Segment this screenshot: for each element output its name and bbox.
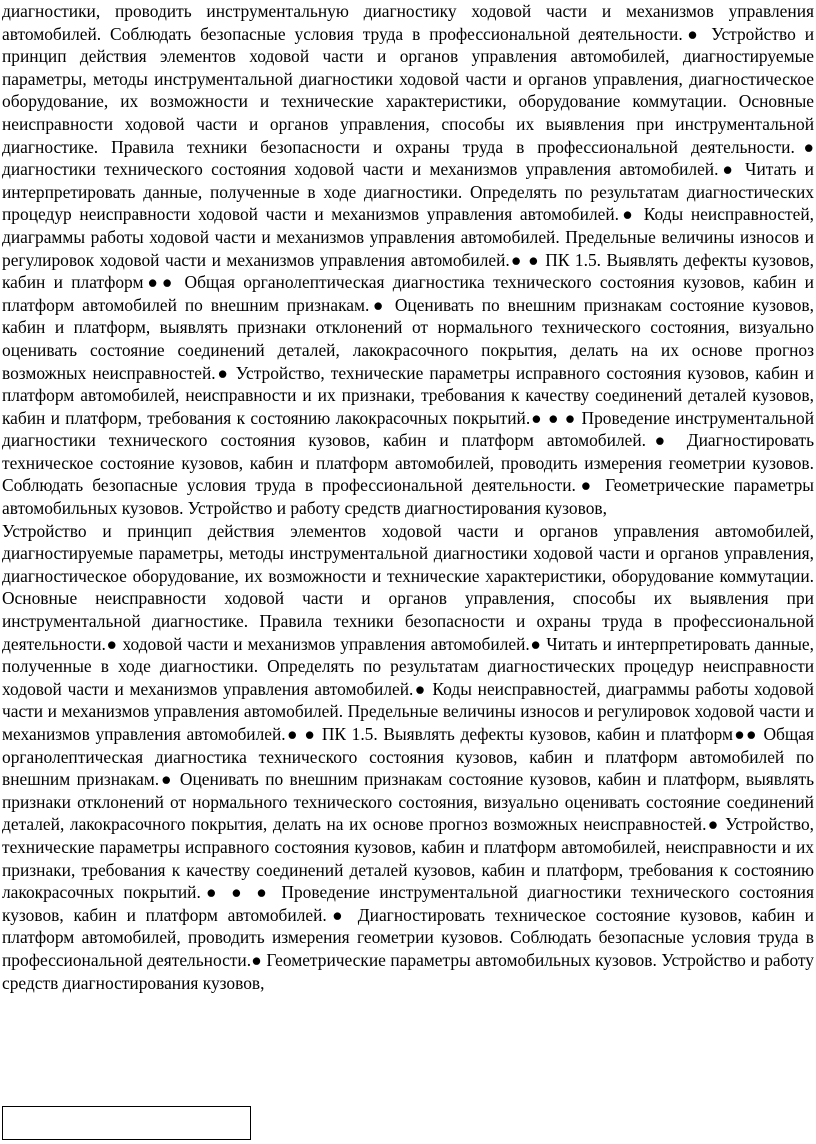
paragraph-2: Устройство и принцип действия элементов ходовой части и органов управления автомобилей, диагностируемые параметры, методы инструментальной диагностики ходовой части и органов управления, диагностическое оборудование, их возможности и технические характеристики, оборудование коммутации. Основные неисправности ходовой части и органов управления, способы их выявления при инструментальной диагностике. Правила техники безопасности и охраны труда в профессиональной деятельности.● ходовой части и механизмов управления автомобилей.● Читать и интерпретировать данные, полученные в ходе диагностики. Определять по результатам диагностических процедур неисправности ходовой части и механизмов управления автомобилей.● Коды неисправностей, диаграммы работы ходовой части и механизмов управления автомобилей. Предельные величины износов и регулировок ходовой части и механизмов управления автомобилей.● ● ПК 1.5. Выявлять дефекты кузовов, кабин и платформ●● Общая органолептическая диагностика технического состояния кузовов, кабин и платформ автомобилей по внешним признакам.● Оценивать по внешним признакам состояние кузовов, кабин и платформ, выявлять признаки отклонений от нормального технического состояния, визуально оценивать состояние соединений деталей, лакокрасочного покрытия, делать на их основе прогноз возможных неисправностей.● Устройство, технические параметры исправного состояния кузовов, кабин и платформ автомобилей, неисправности и их признаки, требования к качеству соединений деталей кузовов, кабин и платформ, требования к состоянию лакокрасочных покрытий.● ● ● Проведение инструментальной диагностики технического состояния кузовов, кабин и платформ автомобилей.● Диагностировать техническое состояние кузовов, кабин и платформ автомобилей, проводить измерения геометрии кузовов. Соблюдать безопасные условия труда в профессиональной деятельности.● Геометрические параметры автомобильных кузовов. Устройство и работу средств диагностирования кузовов, bbox=[2, 520, 814, 993]
empty-frame-box bbox=[2, 1106, 251, 1140]
paragraph-1: диагностики, проводить инструментальную диагностику ходовой части и механизмов управления автомобилей. Соблюдать безопасные условия труда в профессиональной деятельности.● Устройство и принцип действия элементов ходовой части и органов управления автомобилей, диагностируемые параметры, методы инструментальной диагностики ходовой части и органов управления, диагностическое оборудование, их возможности и технические характеристики, оборудование коммутации. Основные неисправности ходовой части и органов управления, способы их выявления при инструментальной диагностике. Правила техники безопасности и охраны труда в профессиональной деятельности.● диагностики технического состояния ходовой части и механизмов управления автомобилей.● Читать и интерпретировать данные, полученные в ходе диагностики. Определять по результатам диагностических процедур неисправности ходовой части и механизмов управления автомобилей.● Коды неисправностей, диаграммы работы ходовой части и механизмов управления автомобилей. Предельные величины износов и регулировок ходовой части и механизмов управления автомобилей.● ● ПК 1.5. Выявлять дефекты кузовов, кабин и платформ●● Общая органолептическая диагностика технического состояния кузовов, кабин и платформ автомобилей по внешним признакам.● Оценивать по внешним признакам состояние кузовов, кабин и платформ, выявлять признаки отклонений от нормального технического состояния, визуально оценивать состояние соединений деталей, лакокрасочного покрытия, делать на их основе прогноз возможных неисправностей.● Устройство, технические параметры исправного состояния кузовов, кабин и платформ автомобилей, неисправности и их признаки, требования к качеству соединений деталей кузовов, кабин и платформ, требования к состоянию лакокрасочных покрытий.● ● ● Проведение инструментальной диагностики технического состояния кузовов, кабин и платформ автомобилей.● Диагностировать техническое состояние кузовов, кабин и платформ автомобилей, проводить измерения геометрии кузовов. Соблюдать безопасные условия труда в профессиональной деятельности.● Геометрические параметры автомобильных кузовов. Устройство и работу средств диагностирования кузовов, bbox=[2, 1, 814, 519]
